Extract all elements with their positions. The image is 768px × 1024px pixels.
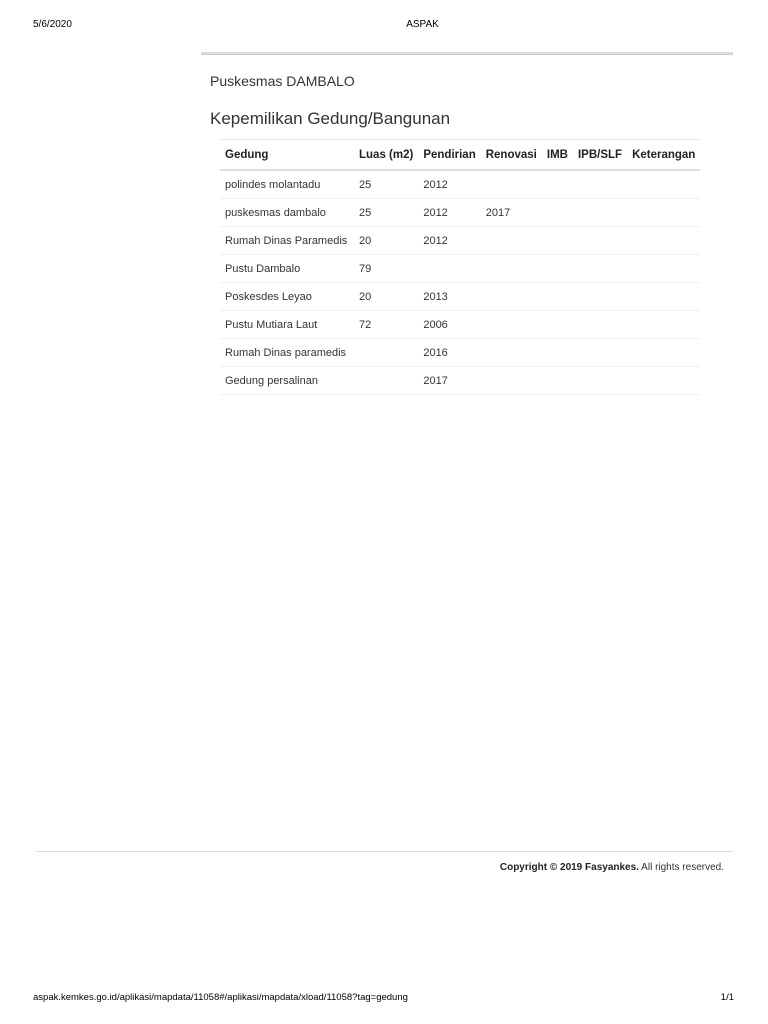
cell-gedung: Gedung persalinan [220,367,354,395]
print-header-title: ASPAK [406,19,439,30]
cell-pendirian: 2006 [418,311,480,339]
cell-gedung: polindes molantadu [220,170,354,199]
cell-pendirian: 2013 [418,283,480,311]
cell-pendirian: 2012 [418,199,480,227]
cell-keterangan [627,339,700,367]
table-row [220,367,700,395]
table-row [220,199,700,227]
copyright-holder: Copyright © 2019 Fasyankes. [499,862,639,873]
cell-imb [542,170,573,199]
cell-pendirian [418,255,480,283]
column-header-gedung: Gedung [220,140,354,171]
cell-keterangan [627,170,700,199]
cell-ipb-slf [573,367,627,395]
cell-renovasi [481,339,542,367]
copyright-notice [500,862,724,873]
print-footer-url: aspak.kemkes.go.id/aplikasi/mapdata/11058#/aplikasi/mapdata/xload/11058?tag=gedung [33,992,408,1003]
table-row [220,227,700,255]
top-divider [201,52,733,55]
table-header-row [220,140,700,171]
column-header-imb: IMB [542,140,573,171]
cell-renovasi [481,283,542,311]
table-row [220,283,700,311]
cell-ipb-slf [573,170,627,199]
cell-ipb-slf [573,199,627,227]
cell-keterangan [627,255,700,283]
column-header-keterangan: Keterangan [627,140,700,171]
cell-renovasi [481,367,542,395]
cell-renovasi [481,227,542,255]
footer-divider [36,851,733,852]
cell-keterangan [627,311,700,339]
cell-pendirian: 2017 [418,367,480,395]
cell-renovasi [481,311,542,339]
cell-luas [354,339,418,367]
cell-luas: 79 [354,255,418,283]
cell-imb [542,339,573,367]
cell-luas: 25 [354,199,418,227]
cell-ipb-slf [573,283,627,311]
cell-gedung: Rumah Dinas paramedis [220,339,354,367]
table-row [220,311,700,339]
cell-imb [542,311,573,339]
column-header-luas: Luas (m2) [354,140,418,171]
building-ownership-table [220,139,700,395]
cell-ipb-slf [573,339,627,367]
cell-gedung: Poskesdes Leyao [220,283,354,311]
cell-imb [542,199,573,227]
cell-gedung: Pustu Dambalo [220,255,354,283]
cell-keterangan [627,283,700,311]
cell-imb [542,227,573,255]
table-row [220,255,700,283]
print-footer-page-number: 1/1 [720,992,734,1003]
cell-luas [354,367,418,395]
column-header-pendirian: Pendirian [418,140,480,171]
cell-renovasi: 2017 [481,199,542,227]
cell-keterangan [627,227,700,255]
table-row [220,170,700,199]
cell-keterangan [627,367,700,395]
cell-gedung: Pustu Mutiara Laut [220,311,354,339]
cell-gedung: Rumah Dinas Paramedis [220,227,354,255]
cell-pendirian: 2016 [418,339,480,367]
cell-renovasi [481,255,542,283]
cell-luas: 20 [354,283,418,311]
facility-name: Puskesmas DAMBALO [210,73,355,89]
cell-imb [542,283,573,311]
copyright-rights: All rights reserved. [638,862,724,873]
cell-imb [542,255,573,283]
table-row [220,339,700,367]
cell-luas: 20 [354,227,418,255]
cell-keterangan [627,199,700,227]
cell-ipb-slf [573,311,627,339]
cell-renovasi [481,170,542,199]
column-header-ipb-slf: IPB/SLF [573,140,627,171]
cell-ipb-slf [573,227,627,255]
cell-luas: 72 [354,311,418,339]
cell-pendirian: 2012 [418,227,480,255]
cell-gedung: puskesmas dambalo [220,199,354,227]
section-title: Kepemilikan Gedung/Bangunan [210,109,451,128]
cell-imb [542,367,573,395]
cell-ipb-slf [573,255,627,283]
cell-luas: 25 [354,170,418,199]
column-header-renovasi: Renovasi [481,140,542,171]
cell-pendirian: 2012 [418,170,480,199]
print-header-date: 5/6/2020 [33,19,72,30]
